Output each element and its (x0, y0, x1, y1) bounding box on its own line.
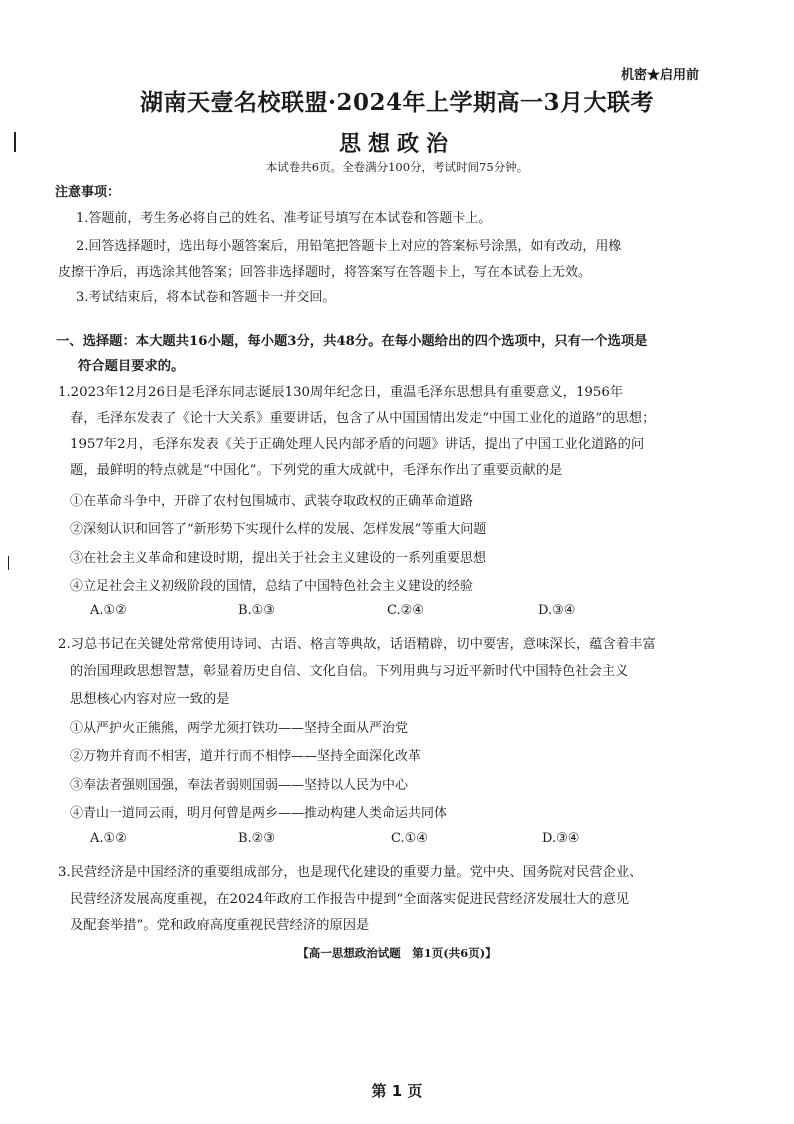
notice-item: 1.答题前，考生务必将自己的姓名、准考证号填写在本试卷和答题卡上。 (76, 211, 492, 226)
question-text: 及配套举措”。党和政府高度重视民营经济的原因是 (70, 918, 370, 933)
question-text: 3.民营经济是中国经济的重要组成部分，也是现代化建设的重要力量。党中央、国务院对民营企业、 (58, 865, 643, 880)
question-text: 的治国理政思想智慧，彰显着历史自信、文化自信。下列用典与习近平新时代中国特色社会主义 (70, 664, 629, 679)
exam-info: 本试卷共6页。全卷满分100分，考试时间75分钟。 (265, 160, 529, 174)
answer-option-d[interactable]: D.③④ (538, 603, 576, 618)
question-text: 题，最鲜明的特点就是“中国化”。下列党的重大成就中，毛泽东作出了重要贡献的是 (70, 463, 563, 478)
statement-item: ③奉法者强则国强，奉法者弱则国弱——坚持以人民为中心 (70, 778, 409, 793)
question-text: 1957年2月，毛泽东发表《关于正确处理人民内部矛盾的问题》讲话，提出了中国工业化道路的问 (70, 437, 645, 452)
answer-option-a[interactable]: A.①② (90, 603, 127, 618)
statement-item: ①从严护火正熊熊，两学尤须打铁功——坚持全面从严治党 (70, 721, 409, 736)
subject-title: 思想政治 (338, 131, 455, 157)
section-heading-cont: 符合题目要求的。 (78, 359, 185, 374)
statement-item: ④立足社会主义初级阶段的国情，总结了中国特色社会主义建设的经验 (70, 579, 474, 594)
exam-title: 湖南天壹名校联盟·2024年上学期高一3月大联考 (139, 89, 655, 116)
statement-item: ②深刻认识和回答了“新形势下实现什么样的发展、怎样发展”等重大问题 (70, 522, 487, 537)
notice-heading: 注意事项： (55, 185, 121, 200)
statement-item: ③在社会主义革命和建设时期，提出关于社会主义建设的一系列重要思想 (70, 551, 487, 566)
answer-option-c[interactable]: C.①④ (391, 831, 428, 846)
scan-mark (8, 556, 9, 570)
question-text: 2.习总书记在关键处常常使用诗词、古语、格言等典故，话语精辟，切中要害，意味深长，蕴含着丰富 (58, 637, 656, 652)
statement-item: ①在革命斗争中，开辟了农村包围城市、武装夺取政权的正确革命道路 (70, 494, 474, 509)
answer-option-c[interactable]: C.②④ (387, 603, 424, 618)
confidential-label: 机密★启用前 (620, 68, 699, 83)
page-number: 第 1 页 (371, 1082, 423, 1100)
section-heading: 一、选择题：本大题共16小题，每小题3分，共48分。在每小题给出的四个选项中，只有一个选项是 (56, 334, 648, 349)
question-text: 春，毛泽东发表了《论十大关系》重要讲话，包含了从中国国情出发走“中国工业化的道路”的思想； (70, 411, 656, 426)
answer-option-d[interactable]: D.③④ (542, 831, 580, 846)
answer-option-b[interactable]: B.①③ (238, 603, 275, 618)
page-footer: 【高一思想政治试题 第1页(共6页)】 (297, 946, 497, 960)
question-text: 思想核心内容对应一致的是 (70, 692, 230, 707)
answer-option-b[interactable]: B.②③ (238, 831, 275, 846)
notice-item: 3.考试结束后，将本试卷和答题卡一并交回。 (76, 290, 336, 305)
statement-item: ④青山一道同云雨，明月何曾是两乡——推动构建人类命运共同体 (70, 806, 448, 821)
question-text: 1.2023年12月26日是毛泽东同志诞辰130周年纪念日，重温毛泽东思想具有重要意义，1956年 (58, 385, 624, 400)
notice-item: 皮擦干净后，再选涂其他答案；回答非选择题时，将答案写在答题卡上，写在本试卷上无效。 (58, 265, 592, 280)
question-text: 民营经济发展高度重视，在2024年政府工作报告中提到“全面落实促进民营经济发展壮大的意见 (70, 892, 630, 907)
statement-item: ②万物并育而不相害，道并行而不相悖——坚持全面深化改革 (70, 749, 422, 764)
answer-option-a[interactable]: A.①② (90, 831, 127, 846)
notice-item: 2.回答选择题时，选出每小题答案后，用铅笔把答题卡上对应的答案标号涂黑，如有改动，用橡 (76, 239, 622, 254)
